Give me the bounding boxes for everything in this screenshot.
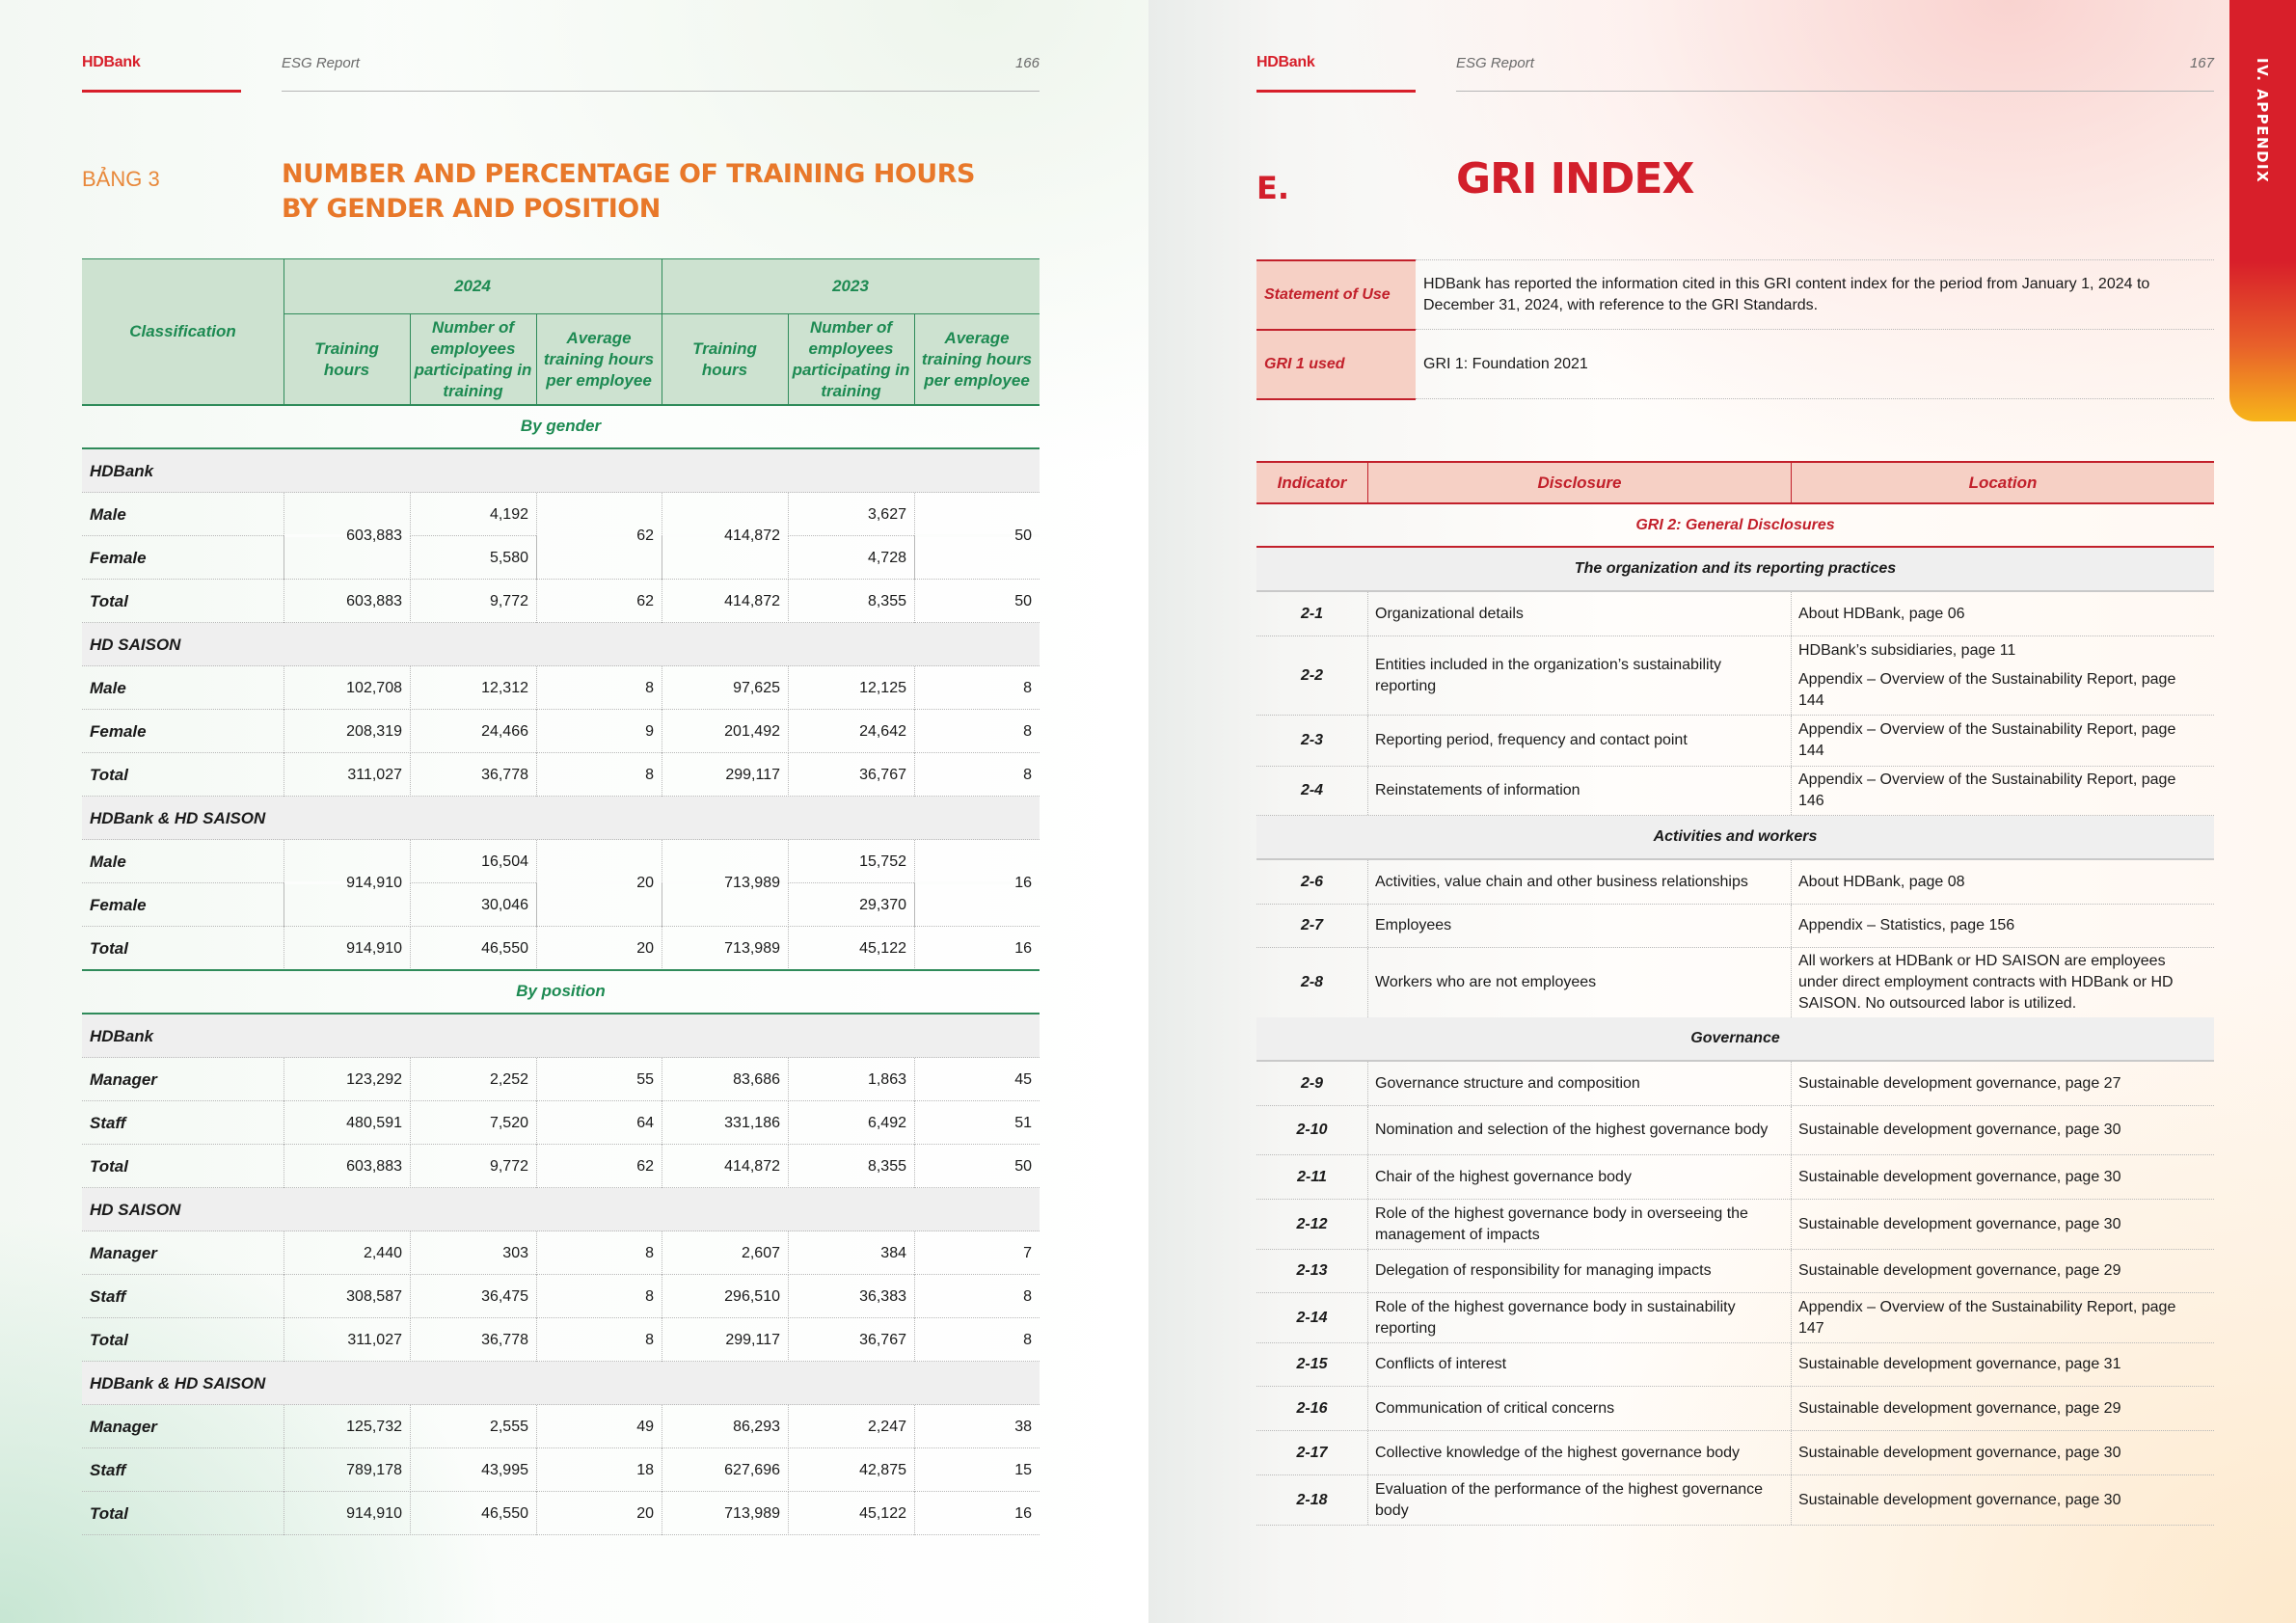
cell-value: 62 xyxy=(536,1145,662,1188)
cell-value: 15,752 xyxy=(788,840,914,883)
header-employees-2023: Number of employees participating in training xyxy=(788,313,914,405)
page-number: 166 xyxy=(1014,55,1040,71)
merged-cell-value: 914,910 xyxy=(284,840,410,926)
statement-value: HDBank has reported the information cited in this GRI content index for the period from January 1, 2024 to December 31, 2024, with reference to the GRI Standards. xyxy=(1416,259,2214,329)
indicator-code: 2-8 xyxy=(1300,974,1324,990)
row-label: Staff xyxy=(90,1460,126,1479)
row-label: Male xyxy=(90,504,126,524)
cell-value: 36,778 xyxy=(410,1318,536,1362)
cell-value: 2,555 xyxy=(410,1405,536,1448)
cell-value: 789,178 xyxy=(284,1448,410,1492)
indicator-code: 2-16 xyxy=(1296,1399,1328,1417)
location-text: Sustainable development governance, page 30 xyxy=(1798,1444,2121,1461)
cell-value: 16 xyxy=(914,1492,1040,1535)
group-label: HD SAISON xyxy=(90,1200,181,1219)
header-vline xyxy=(914,313,915,405)
cell-value: 311,027 xyxy=(284,1318,410,1362)
location-text: Appendix – Overview of the Sustainability Report, page 144 xyxy=(1798,721,2176,759)
merged-cell-value: 414,872 xyxy=(662,493,788,579)
location-text: Sustainable development governance, page 29 xyxy=(1798,1262,2121,1279)
page-title: GRI INDEX xyxy=(1456,154,1694,203)
row-label: Manager xyxy=(90,1243,157,1262)
cell-value: 45,122 xyxy=(788,1492,914,1535)
location-text: Sustainable development governance, page 31 xyxy=(1798,1356,2121,1372)
statement-label: GRI 1 used xyxy=(1256,329,1416,398)
row-label: Total xyxy=(90,591,128,610)
indicator-code: 2-4 xyxy=(1300,782,1324,798)
cell-value: 8 xyxy=(914,710,1040,753)
disclosure-text: Delegation of responsibility for managing impacts xyxy=(1367,1250,1791,1292)
indicator-code: 2-3 xyxy=(1300,732,1324,748)
table-row xyxy=(1256,860,2214,905)
cell-value: 8 xyxy=(914,753,1040,797)
cell-value: 46,550 xyxy=(410,1492,536,1535)
cell-value: 3,627 xyxy=(788,493,914,536)
cell-value: 8 xyxy=(536,1231,662,1275)
table-row xyxy=(82,1231,1040,1275)
group-row xyxy=(82,1362,1040,1405)
cell-value: 914,910 xyxy=(284,1492,410,1535)
location-text: About HDBank, page 06 xyxy=(1798,605,1965,622)
table-row xyxy=(82,666,1040,710)
disclosure-text: Communication of critical concerns xyxy=(1367,1387,1791,1430)
location-cell xyxy=(1791,1200,2214,1249)
table-row xyxy=(1256,905,2214,948)
page-number: 167 xyxy=(2189,55,2214,71)
cell-value: 713,989 xyxy=(662,1492,788,1535)
indicator-code: 2-6 xyxy=(1300,873,1324,890)
cell-value: 43,995 xyxy=(410,1448,536,1492)
table-row xyxy=(1256,1250,2214,1293)
table-row xyxy=(1256,716,2214,767)
cell-value: 627,696 xyxy=(662,1448,788,1492)
location-text: Sustainable development governance, page 30 xyxy=(1798,1168,2121,1185)
cell-value: 296,510 xyxy=(662,1275,788,1318)
header-top-rule xyxy=(82,258,1040,259)
header-vline xyxy=(410,313,411,405)
section-header: By gender xyxy=(82,405,1040,449)
table-title-line1: NUMBER AND PERCENTAGE OF TRAINING HOURS xyxy=(282,159,975,189)
section-header: Activities and workers xyxy=(1256,816,2214,860)
cell-value: 20 xyxy=(536,1492,662,1535)
group-label: HDBank xyxy=(90,461,154,480)
disclosure-text: Evaluation of the performance of the highest governance body xyxy=(1367,1475,1791,1525)
disclosure-text: Activities, value chain and other business relationships xyxy=(1367,860,1791,904)
location-cell xyxy=(1791,716,2214,766)
cell-value: 49 xyxy=(536,1405,662,1448)
row-label: Female xyxy=(90,721,147,741)
location-cell xyxy=(1791,860,2214,904)
cell-value: 8,355 xyxy=(788,580,914,623)
merged-cell-value: 16 xyxy=(914,840,1040,926)
disclosure-text: Reporting period, frequency and contact point xyxy=(1367,716,1791,766)
disclosure-text: Nomination and selection of the highest governance body xyxy=(1367,1106,1791,1154)
indicator-code: 2-17 xyxy=(1296,1444,1328,1461)
cell-value: 46,550 xyxy=(410,927,536,970)
disclosure-text: Role of the highest governance body in sustainability reporting xyxy=(1367,1293,1791,1342)
gri-standard-title: GRI 2: General Disclosures xyxy=(1256,504,2214,548)
table-row xyxy=(82,710,1040,753)
table-row xyxy=(82,1405,1040,1448)
brand-underline xyxy=(82,90,241,93)
location-cell xyxy=(1791,1155,2214,1199)
location-text: Sustainable development governance, page 29 xyxy=(1798,1399,2121,1417)
cell-value: 16,504 xyxy=(410,840,536,883)
location-text: Sustainable development governance, page 30 xyxy=(1798,1491,2121,1508)
cell-value: 303 xyxy=(410,1231,536,1275)
statement-label: Statement of Use xyxy=(1256,259,1416,329)
cell-value: 311,027 xyxy=(284,753,410,797)
table-row xyxy=(1256,1475,2214,1526)
disclosure-text: Governance structure and composition xyxy=(1367,1062,1791,1105)
group-row xyxy=(82,797,1040,840)
cell-value: 97,625 xyxy=(662,666,788,710)
statement-value: GRI 1: Foundation 2021 xyxy=(1416,329,2214,398)
header-classification: Classification xyxy=(82,258,284,405)
location-cell xyxy=(1791,1293,2214,1342)
row-label: Total xyxy=(90,1330,128,1349)
cell-value: 83,686 xyxy=(662,1058,788,1101)
cell-value: 414,872 xyxy=(662,1145,788,1188)
report-title: ESG Report xyxy=(1456,55,1534,71)
cell-value: 86,293 xyxy=(662,1405,788,1448)
indicator-code: 2-14 xyxy=(1296,1309,1328,1326)
cell-value: 24,642 xyxy=(788,710,914,753)
table-row xyxy=(1256,1431,2214,1475)
row-label: Female xyxy=(90,895,147,914)
cell-value: 29,370 xyxy=(788,883,914,927)
cell-value: 45,122 xyxy=(788,927,914,970)
header-vline xyxy=(788,313,789,405)
merged-cell-value: 62 xyxy=(536,493,662,579)
cell-value: 8 xyxy=(914,1275,1040,1318)
cell-value: 8,355 xyxy=(788,1145,914,1188)
disclosure-text: Organizational details xyxy=(1367,592,1791,636)
cell-value: 51 xyxy=(914,1101,1040,1145)
row-label: Manager xyxy=(90,1069,157,1089)
cell-value: 38 xyxy=(914,1405,1040,1448)
location-cell xyxy=(1791,948,2214,1017)
cell-value: 12,312 xyxy=(410,666,536,710)
total-row xyxy=(82,927,1040,970)
indicator-code: 2-9 xyxy=(1300,1074,1324,1092)
section-tab-appendix[interactable] xyxy=(2229,0,2296,421)
cell-value: 8 xyxy=(914,666,1040,710)
cell-value: 123,292 xyxy=(284,1058,410,1101)
cell-value: 713,989 xyxy=(662,927,788,970)
disclosure-text: Collective knowledge of the highest governance body xyxy=(1367,1431,1791,1474)
indicator-code: 2-12 xyxy=(1296,1215,1328,1232)
row-label: Male xyxy=(90,852,126,871)
table-row xyxy=(1256,636,2214,716)
merged-cell-value: 603,883 xyxy=(284,493,410,579)
group-row xyxy=(82,1014,1040,1058)
table-row xyxy=(1256,592,2214,636)
table-row xyxy=(1256,1200,2214,1250)
disclosure-text: Reinstatements of information xyxy=(1367,767,1791,815)
cell-value: 64 xyxy=(536,1101,662,1145)
cell-value: 331,186 xyxy=(662,1101,788,1145)
cell-value: 24,466 xyxy=(410,710,536,753)
cell-value: 36,767 xyxy=(788,1318,914,1362)
cell-value: 6,492 xyxy=(788,1101,914,1145)
indicator-code: 2-13 xyxy=(1296,1262,1328,1279)
cell-value: 480,591 xyxy=(284,1101,410,1145)
header-training-hours-2023: Training hours xyxy=(662,313,788,405)
section-header: Governance xyxy=(1256,1017,2214,1062)
row-label: Manager xyxy=(90,1417,157,1436)
indicator-code: 2-1 xyxy=(1300,605,1324,622)
header-average-2023: Average training hours per employee xyxy=(914,313,1040,405)
cell-value: 7 xyxy=(914,1231,1040,1275)
row-label: Female xyxy=(90,548,147,567)
location-cell xyxy=(1791,905,2214,947)
row-label: Staff xyxy=(90,1286,126,1306)
header-divider xyxy=(1456,91,2214,92)
location-cell xyxy=(1791,1250,2214,1292)
page-right xyxy=(1148,0,2296,1623)
group-row xyxy=(82,449,1040,493)
header-vline xyxy=(536,313,537,405)
cell-value: 5,580 xyxy=(410,536,536,580)
total-row xyxy=(82,580,1040,623)
table-label: BẢNG 3 xyxy=(82,167,160,191)
cell-value: 50 xyxy=(914,1145,1040,1188)
location-text: All workers at HDBank or HD SAISON are employees under direct employment contracts with HDBank or HD SAISON. No outsourced labor is utilized. xyxy=(1798,953,2174,1012)
cell-value: 299,117 xyxy=(662,753,788,797)
cell-value: 36,475 xyxy=(410,1275,536,1318)
cell-value: 8 xyxy=(536,666,662,710)
cell-value: 2,252 xyxy=(410,1058,536,1101)
cell-value: 4,192 xyxy=(410,493,536,536)
header-year-2023: 2023 xyxy=(662,258,1040,313)
cell-value: 2,440 xyxy=(284,1231,410,1275)
row-label: Total xyxy=(90,765,128,784)
disclosure-text: Role of the highest governance body in overseeing the management of impacts xyxy=(1367,1200,1791,1249)
table-row xyxy=(1256,1155,2214,1200)
location-cell xyxy=(1791,1475,2214,1525)
cell-value: 36,383 xyxy=(788,1275,914,1318)
table-row xyxy=(82,1275,1040,1318)
location-text: Sustainable development governance, page 30 xyxy=(1798,1122,2121,1138)
cell-value: 45 xyxy=(914,1058,1040,1101)
statement-bottom-rule xyxy=(1256,398,2214,400)
section-tab-label: IV. APPENDIX xyxy=(2254,58,2271,184)
cell-value: 2,607 xyxy=(662,1231,788,1275)
disclosure-text: Conflicts of interest xyxy=(1367,1343,1791,1386)
table-row xyxy=(82,1101,1040,1145)
cell-value: 36,778 xyxy=(410,753,536,797)
table-title xyxy=(282,157,975,227)
cell-value: 55 xyxy=(536,1058,662,1101)
indicator-code: 2-10 xyxy=(1296,1122,1328,1138)
header-location: Location xyxy=(1791,461,2214,504)
cell-value: 414,872 xyxy=(662,580,788,623)
location-cell xyxy=(1791,1062,2214,1105)
header-training-hours-2024: Training hours xyxy=(284,313,410,405)
cell-value: 603,883 xyxy=(284,1145,410,1188)
cell-value: 62 xyxy=(536,580,662,623)
cell-value: 1,863 xyxy=(788,1058,914,1101)
row-label: Total xyxy=(90,938,128,958)
cell-value: 8 xyxy=(914,1318,1040,1362)
group-label: HDBank & HD SAISON xyxy=(90,1373,266,1393)
total-row xyxy=(82,1318,1040,1362)
merged-cell-value: 50 xyxy=(914,493,1040,579)
group-row xyxy=(82,1188,1040,1231)
section-header: The organization and its reporting practices xyxy=(1256,548,2214,592)
merged-cell-value: 713,989 xyxy=(662,840,788,926)
location-cell xyxy=(1791,767,2214,815)
location-text: Appendix – Overview of the Sustainability Report, page 146 xyxy=(1798,771,2176,809)
table-row xyxy=(1256,1387,2214,1431)
indicator-code: 2-11 xyxy=(1297,1168,1327,1185)
header-year-2024: 2024 xyxy=(284,258,662,313)
table-row xyxy=(1256,1343,2214,1387)
cell-value: 36,767 xyxy=(788,753,914,797)
cell-value: 299,117 xyxy=(662,1318,788,1362)
location-text: Appendix – Overview of the Sustainability Report, page 147 xyxy=(1798,1298,2176,1337)
statement-row xyxy=(1256,329,2214,398)
table-row xyxy=(1256,1062,2214,1106)
cell-value: 308,587 xyxy=(284,1275,410,1318)
location-cell xyxy=(1791,592,2214,636)
table-row xyxy=(82,1448,1040,1492)
disclosure-text: Workers who are not employees xyxy=(1367,948,1791,1017)
table-row xyxy=(1256,767,2214,816)
location-cell xyxy=(1791,636,2214,715)
cell-value: 20 xyxy=(536,927,662,970)
location-text: Sustainable development governance, page 27 xyxy=(1798,1074,2121,1092)
header-employees-2024: Number of employees participating in training xyxy=(410,313,536,405)
group-label: HDBank & HD SAISON xyxy=(90,808,266,827)
indicator-code: 2-18 xyxy=(1296,1491,1328,1508)
disclosure-text: Entities included in the organization’s sustainability reporting xyxy=(1367,636,1791,715)
location-cell xyxy=(1791,1387,2214,1430)
cell-value: 603,883 xyxy=(284,580,410,623)
cell-value: 18 xyxy=(536,1448,662,1492)
brand-logo: HDBank xyxy=(1256,54,1315,70)
cell-value: 12,125 xyxy=(788,666,914,710)
cell-value: 384 xyxy=(788,1231,914,1275)
cell-value: 2,247 xyxy=(788,1405,914,1448)
header-divider xyxy=(282,91,1040,92)
report-title: ESG Report xyxy=(282,55,360,71)
cell-value: 42,875 xyxy=(788,1448,914,1492)
brand-logo: HDBank xyxy=(82,54,141,70)
table-row xyxy=(82,1058,1040,1101)
statement-row xyxy=(1256,259,2214,329)
cell-value: 4,728 xyxy=(788,536,914,580)
brand-underline xyxy=(1256,90,1416,93)
group-label: HD SAISON xyxy=(90,635,181,654)
cell-value: 125,732 xyxy=(284,1405,410,1448)
cell-value: 9,772 xyxy=(410,1145,536,1188)
cell-value: 7,520 xyxy=(410,1101,536,1145)
table-row xyxy=(1256,1106,2214,1155)
disclosure-text: Employees xyxy=(1367,905,1791,947)
statement-box xyxy=(1256,259,2214,400)
location-text: Sustainable development governance, page 30 xyxy=(1798,1215,2121,1232)
row-label: Total xyxy=(90,1156,128,1176)
section-header: By position xyxy=(82,970,1040,1014)
row-label: Staff xyxy=(90,1113,126,1132)
row-label: Total xyxy=(90,1503,128,1523)
cell-value: 8 xyxy=(536,1275,662,1318)
section-letter: E. xyxy=(1256,170,1290,206)
total-row xyxy=(82,1145,1040,1188)
cell-value: 201,492 xyxy=(662,710,788,753)
disclosure-text: Chair of the highest governance body xyxy=(1367,1155,1791,1199)
cell-value: 15 xyxy=(914,1448,1040,1492)
merged-cell-value: 20 xyxy=(536,840,662,926)
cell-value: 9 xyxy=(536,710,662,753)
header-indicator: Indicator xyxy=(1256,461,1367,504)
cell-value: 914,910 xyxy=(284,927,410,970)
cell-value: 8 xyxy=(536,753,662,797)
indicator-code: 2-7 xyxy=(1300,917,1324,933)
cell-value: 50 xyxy=(914,580,1040,623)
location-text: Appendix – Overview of the Sustainability Report, page 144 xyxy=(1798,670,2176,709)
indicator-code: 2-15 xyxy=(1296,1356,1328,1372)
group-row xyxy=(82,623,1040,666)
header-average-2024: Average training hours per employee xyxy=(536,313,662,405)
location-cell xyxy=(1791,1106,2214,1154)
cell-value: 9,772 xyxy=(410,580,536,623)
location-cell xyxy=(1791,1343,2214,1386)
cell-value: 16 xyxy=(914,927,1040,970)
location-text: Appendix – Statistics, page 156 xyxy=(1798,917,2015,933)
group-label: HDBank xyxy=(90,1026,154,1045)
table-row xyxy=(1256,1293,2214,1343)
location-text: HDBank’s subsidiaries, page 11 xyxy=(1798,641,2016,659)
cell-value: 30,046 xyxy=(410,883,536,927)
table-title-line2: BY GENDER AND POSITION xyxy=(282,194,661,224)
cell-value: 102,708 xyxy=(284,666,410,710)
cell-value: 8 xyxy=(536,1318,662,1362)
total-row xyxy=(82,753,1040,797)
cell-value: 208,319 xyxy=(284,710,410,753)
indicator-code: 2-2 xyxy=(1300,666,1324,684)
table-row xyxy=(1256,948,2214,1018)
row-label: Male xyxy=(90,678,126,697)
location-text: About HDBank, page 08 xyxy=(1798,873,1965,890)
location-cell xyxy=(1791,1431,2214,1474)
total-row xyxy=(82,1492,1040,1535)
header-disclosure: Disclosure xyxy=(1367,461,1791,504)
